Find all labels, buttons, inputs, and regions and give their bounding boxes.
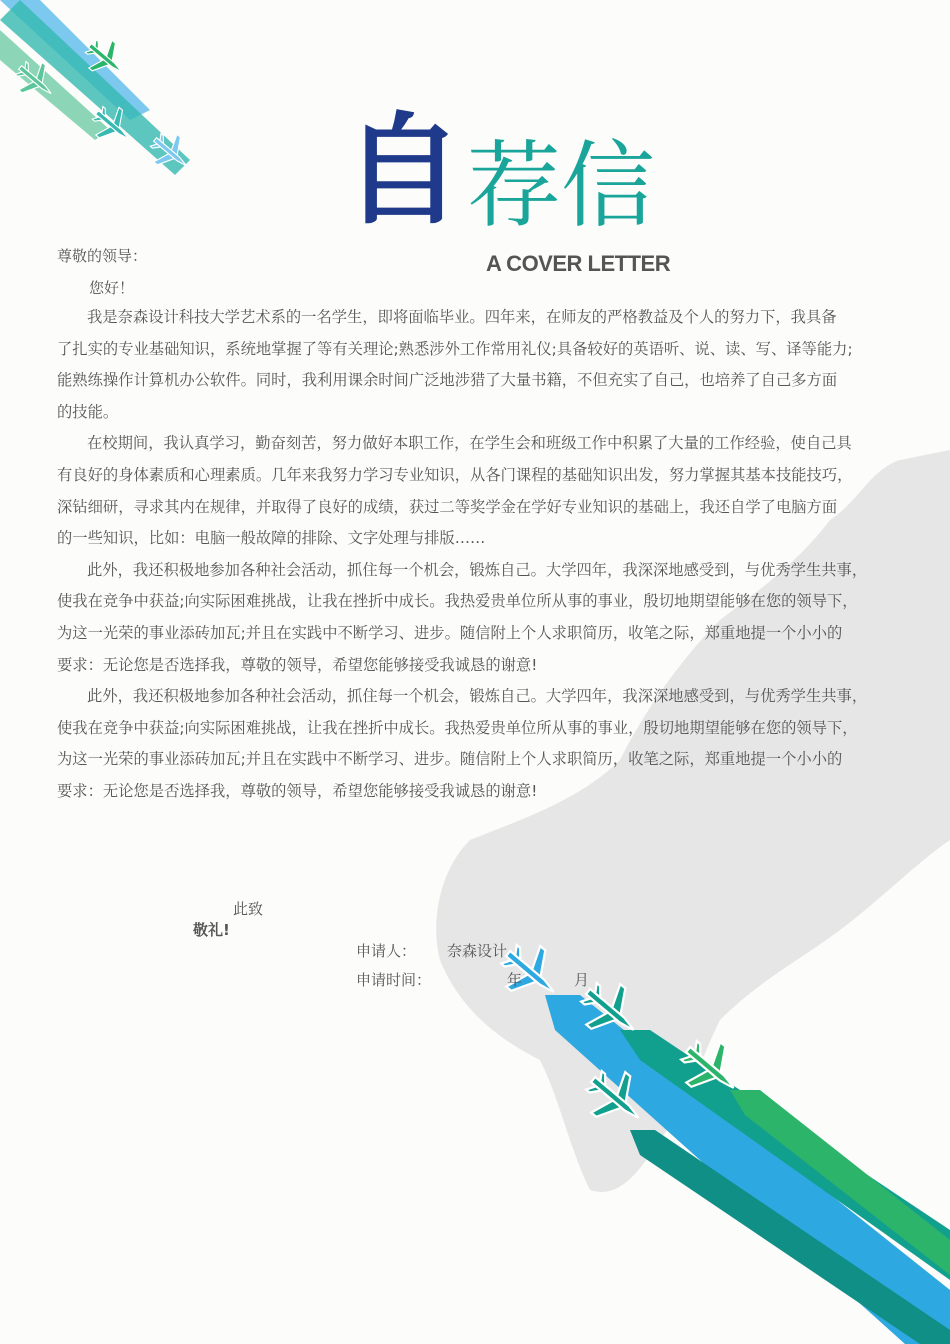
arrows-top-left bbox=[0, 0, 198, 179]
title-char-zi: 自 bbox=[343, 102, 463, 241]
paragraph-line: 为这一光荣的事业添砖加瓦;并且在实践中不断学习、进步。随信附上个人求职简历，收笔之际，郑重地提一个小小的 bbox=[57, 623, 843, 642]
greeting: 尊敬的领导： bbox=[57, 247, 148, 265]
paragraph-line: 在校期间，我认真学习，勤奋刻苦，努力做好本职工作，在学生会和班级工作中积累了大量的工作经验，使自己具 bbox=[87, 434, 852, 453]
paragraph-line: 我是奈森设计科技大学艺术系的一名学生，即将面临毕业。四年来，在师友的严格教益及个人的努力下，我具备 bbox=[87, 308, 837, 326]
applicant-name: 奈森设计 bbox=[447, 942, 508, 960]
paragraph-line: 能熟练操作计算机办公软件。同时，我利用课余时间广泛地涉猎了大量书籍，不但充实了自己，也培养了自己多方面 bbox=[57, 371, 838, 390]
paragraph-line: 要求：无论您是否选择我，尊敬的领导，希望您能够接受我诚恳的谢意! bbox=[57, 655, 538, 674]
paragraph-line: 使我在竞争中获益;向实际困难挑战，让我在挫折中成长。我热爱贵单位所从事的事业，殷切地期望能够在您的领导下， bbox=[57, 718, 858, 737]
paragraph-line: 此外，我还积极地参加各种社会活动，抓住每一个机会，锻炼自己。大学四年，我深深地感受到，与优秀学生共事， bbox=[87, 687, 868, 706]
year-label: 年 bbox=[507, 971, 523, 989]
month-label: 月 bbox=[574, 971, 590, 989]
closing-cizhi: 此致 bbox=[233, 900, 264, 918]
date-label: 申请时间： bbox=[356, 971, 432, 989]
paragraph-line: 深钻细研，寻求其内在规律，并取得了良好的成绩，获过二等奖学金在学好专业知识的基础上，我还自学了电脑方面 bbox=[57, 497, 838, 516]
hello: 您好！ bbox=[89, 279, 135, 297]
closing-jingli: 敬礼! bbox=[193, 921, 230, 939]
letter-body bbox=[57, 302, 897, 808]
paragraph-line: 的技能。 bbox=[57, 402, 119, 421]
title-rest: 荐信 bbox=[467, 132, 656, 241]
paragraph-line: 了扎实的专业基础知识，系统地掌握了等有关理论;熟悉涉外工作常用礼仪;具备较好的英语听、说、读、写、译等能力; bbox=[57, 339, 853, 358]
paragraph-line: 要求：无论您是否选择我，尊敬的领导，希望您能够接受我诚恳的谢意! bbox=[57, 781, 538, 800]
applicant-label: 申请人： bbox=[356, 942, 417, 960]
date-row bbox=[356, 969, 590, 990]
paragraph-line: 为这一光荣的事业添砖加瓦;并且在实践中不断学习、进步。随信附上个人求职简历，收笔之际，郑重地提一个小小的 bbox=[57, 750, 843, 769]
page-title bbox=[343, 92, 655, 242]
paragraph-line: 的一些知识，比如：电脑一般故障的排除、文字处理与排版…… bbox=[57, 529, 486, 548]
paragraph-line: 使我在竞争中获益;向实际困难挑战，让我在挫折中成长。我热爱贵单位所从事的事业，殷切地期望能够在您的领导下， bbox=[57, 592, 858, 611]
paragraph-line: 有良好的身体素质和心理素质。几年来我努力学习专业知识，从各门课程的基础知识出发，努力掌握其基本技能技巧， bbox=[57, 465, 853, 484]
applicant-row bbox=[356, 940, 508, 961]
paragraph-line: 此外，我还积极地参加各种社会活动，抓住每一个机会，锻炼自己。大学四年，我深深地感受到，与优秀学生共事， bbox=[87, 560, 868, 579]
subtitle: A COVER LETTER bbox=[486, 251, 671, 276]
